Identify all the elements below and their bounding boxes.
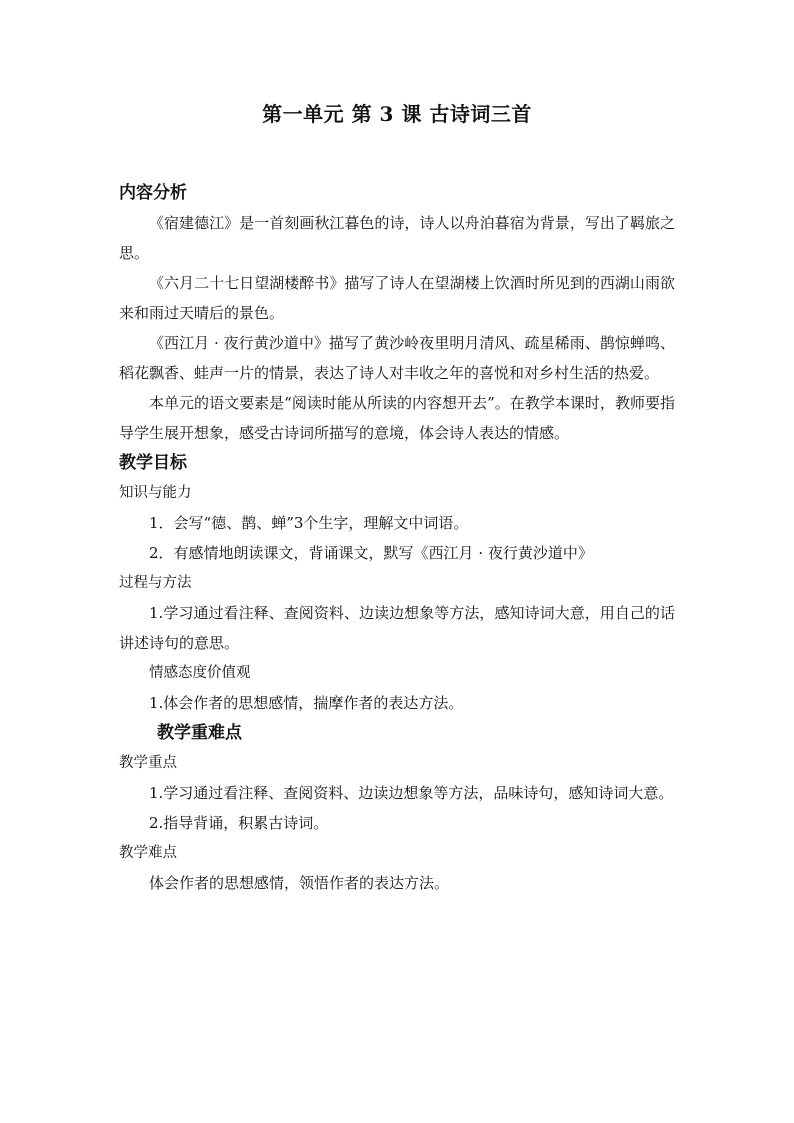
key-point-1: 1.学习通过看注释、查阅资料、边读边想象等方法，品味诗句，感知诗词大意。 [149,784,674,802]
page-title: 第一单元 第 3 课 古诗词三首 [262,102,532,126]
document-body [119,178,675,898]
paragraph-xi-jiang-yue: 《西江月 · 夜行黄沙道中》描写了黄沙岭夜里明月清风、疏星稀雨、鹊惊蝉鸣、稻花飘香、蛙声一片的情景，表达了诗人对丰收之年的喜悦和对乡村生活的热爱。 [119,334,675,382]
difficulty-point-1: 体会作者的思想感情，领悟作者的表达方法。 [149,874,450,892]
subheading-process-method: 过程与方法 [119,575,192,591]
section-content-analysis [119,178,675,448]
subheading-teaching-key: 教学重点 [119,755,177,771]
subheading-knowledge-ability: 知识与能力 [119,485,192,501]
key-point-2: 2.指导背诵，积累古诗词。 [149,814,329,832]
paragraph-su-jian-de-jiang: 《宿建德江》是一首刻画秋江暮色的诗，诗人以舟泊暮宿为背景，写出了羁旅之思。 [119,214,675,262]
goal-process-1: 1.学习通过看注释、查阅资料、边读边想象等方法，感知诗词大意，用自己的话讲述诗句的意思。 [119,604,675,652]
section-key-difficulties [119,718,675,898]
section-teaching-goals [119,448,675,718]
goal-knowledge-2: 2．有感情地朗读课文，背诵课文，默写《西江月 · 夜行黄沙道中》 [149,544,593,562]
heading-key-difficulties: 教学重难点 [157,723,242,743]
paragraph-wang-hu-lou: 《六月二十七日望湖楼醉书》描写了诗人在望湖楼上饮酒时所见到的西湖山雨欲来和雨过天晴后的景色。 [119,274,675,322]
heading-content-analysis: 内容分析 [119,183,187,203]
subheading-emotion-values: 情感态度价值观 [149,665,251,681]
goal-knowledge-1: 1．会写“德、鹊、蝉”3个生字，理解文中词语。 [149,514,469,532]
goal-emotion-1: 1.体会作者的思想感情，揣摩作者的表达方法。 [149,694,464,712]
subheading-teaching-difficulty: 教学难点 [119,845,177,861]
paragraph-unit-elements: 本单元的语文要素是“阅读时能从所读的内容想开去”。在教学本课时，教师要指导学生展开想象，感受古诗词所描写的意境，体会诗人表达的情感。 [119,394,675,442]
heading-teaching-goals: 教学目标 [119,453,187,473]
